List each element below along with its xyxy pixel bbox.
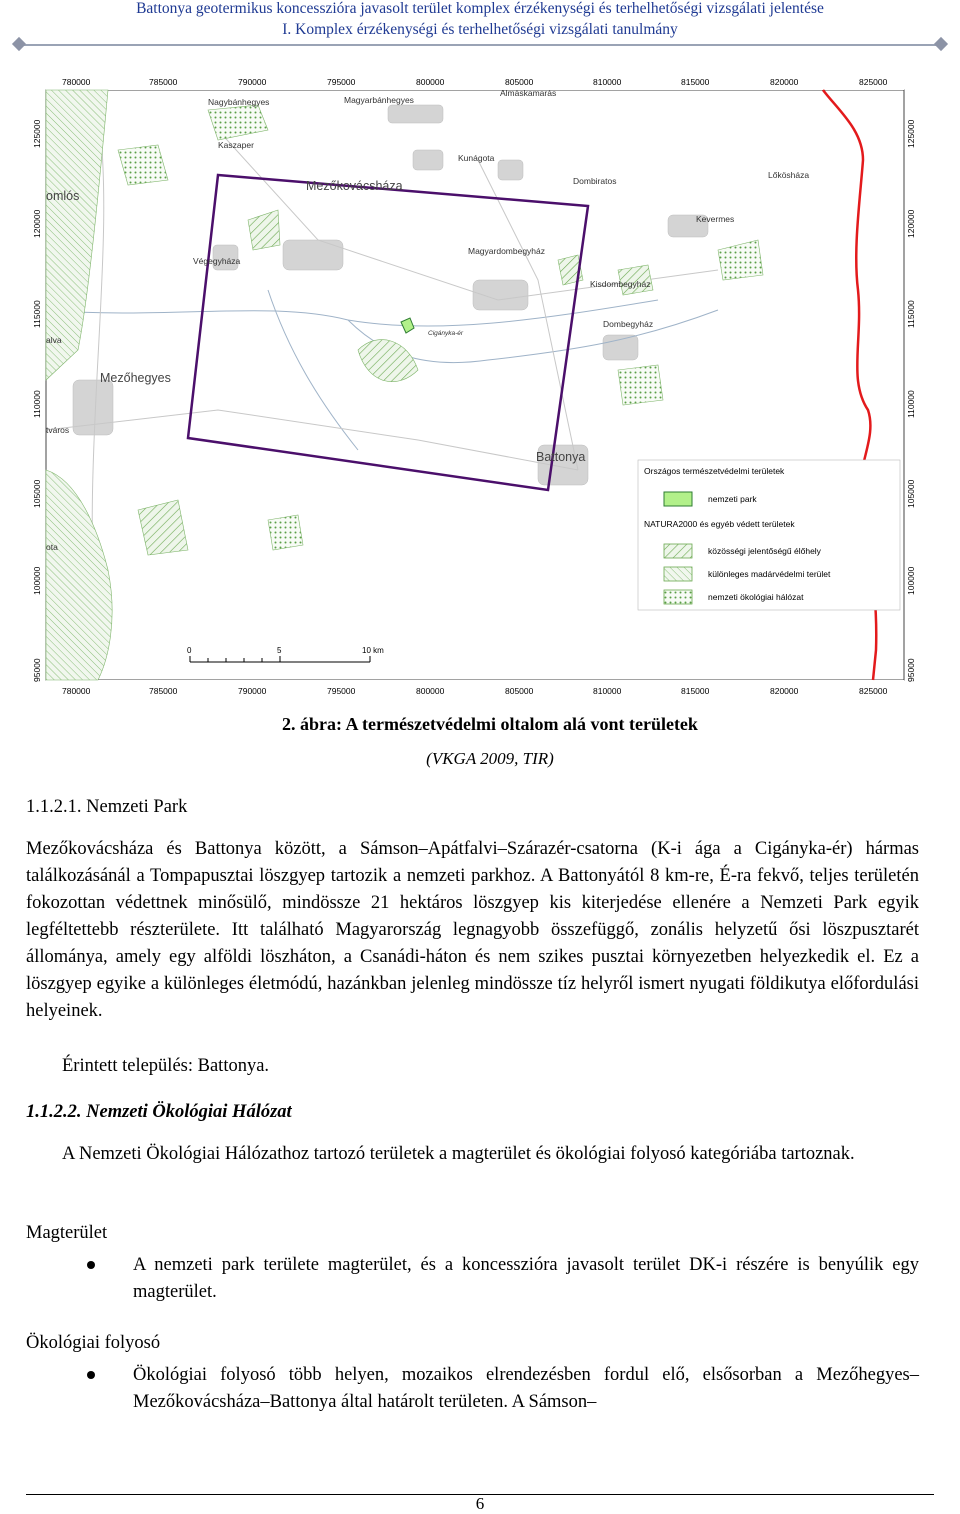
x-tick-top: 800000 xyxy=(416,77,445,87)
y-tick-right: 120000 xyxy=(906,209,916,238)
bullet-dot-icon xyxy=(87,1371,95,1379)
y-tick-right: 105000 xyxy=(906,479,916,508)
legend-title: Országos természetvédelmi területek xyxy=(644,466,785,476)
y-tick-left: 100000 xyxy=(32,566,42,595)
place-label-major: Mezőhegyes xyxy=(100,371,171,385)
x-tick-top: 790000 xyxy=(238,77,267,87)
legend-item: különleges madárvédelmi terület xyxy=(708,569,831,579)
x-tick-bottom: 790000 xyxy=(238,686,267,696)
protected-areas-map xyxy=(18,50,928,700)
water-label: Cigányka-ér xyxy=(428,330,464,337)
map-legend-box xyxy=(638,460,900,610)
x-tick-top: 815000 xyxy=(681,77,710,87)
figure-caption: 2. ábra: A természetvédelmi oltalom alá vont területek xyxy=(282,714,698,734)
place-label: Nagybánhegyes xyxy=(208,97,270,107)
y-tick-right: 115000 xyxy=(906,300,916,328)
core-area-bullet-text: A nemzeti park területe magterület, és a koncesszióra javasolt terület DK-i részére is benyúlik egy magterület. xyxy=(133,1255,919,1302)
legend-title: NATURA2000 és egyéb védett területek xyxy=(644,519,795,529)
y-tick-right: 110000 xyxy=(906,390,916,418)
section-heading-national-park: 1.1.2.1. Nemzeti Park xyxy=(26,797,188,817)
legend-swatch-noh xyxy=(664,590,692,604)
y-tick-right: 95000 xyxy=(906,658,916,682)
place-label-major: omlós xyxy=(46,189,80,203)
place-label: Dombegyház xyxy=(603,319,654,329)
document-header-subtitle: I. Komplex érzékenységi és terhelhetőségi vizsgálati tanulmány xyxy=(282,21,678,38)
x-tick-bottom: 810000 xyxy=(593,686,622,696)
ecological-corridor-bullet-text: Ökológiai folyosó több helyen, mozaikos elrendezésben fordul elő, elsősorban a Mezőhegyes–Mezőkovácsháza–Battonya által határolt területen. A Sámson– xyxy=(133,1365,919,1412)
place-label: Kunágota xyxy=(458,153,495,163)
legend-swatch-national-park xyxy=(664,492,692,506)
place-label-major: Mezőkovácsháza xyxy=(306,179,403,193)
x-tick-bottom: 820000 xyxy=(770,686,799,696)
document-header-title: Battonya geotermikus koncesszióra javasolt terület komplex érzékenységi és terhelhetőségi vizsgálati jelentése xyxy=(136,0,824,17)
ecological-corridor-label: Ökológiai folyosó xyxy=(26,1333,161,1353)
x-tick-top: 805000 xyxy=(505,77,534,87)
place-label: Magyardombegyház xyxy=(468,246,546,256)
core-area-label: Magterület xyxy=(26,1223,108,1243)
scale-label: 5 xyxy=(277,646,282,655)
bullet-dot-icon xyxy=(87,1261,95,1269)
header-rule-right-diamond xyxy=(934,37,948,51)
place-label: Dombiratos xyxy=(573,176,617,186)
page-number: 6 xyxy=(475,1494,485,1513)
x-tick-top: 810000 xyxy=(593,77,622,87)
place-label: ota xyxy=(46,542,58,552)
y-tick-left: 120000 xyxy=(32,209,42,238)
x-tick-bottom: 800000 xyxy=(416,686,445,696)
scale-label: 0 xyxy=(187,646,192,655)
x-tick-bottom: 795000 xyxy=(327,686,356,696)
place-label: tváros xyxy=(46,425,70,435)
scale-label: 10 km xyxy=(362,646,384,655)
legend-item: nemzeti ökológiai hálózat xyxy=(708,592,804,602)
y-tick-left: 115000 xyxy=(32,300,42,328)
y-tick-left: 110000 xyxy=(32,390,42,418)
place-label-major: Battonya xyxy=(536,450,586,464)
header-rule-left-diamond xyxy=(12,37,26,51)
x-tick-bottom: 815000 xyxy=(681,686,710,696)
affected-settlement: Érintett település: Battonya. xyxy=(62,1056,270,1076)
y-tick-left: 125000 xyxy=(32,119,42,148)
y-tick-right: 125000 xyxy=(906,119,916,148)
legend-item: nemzeti park xyxy=(708,494,757,504)
x-tick-top: 780000 xyxy=(62,77,91,87)
x-tick-bottom: 825000 xyxy=(859,686,888,696)
place-label: Lőkösháza xyxy=(768,170,810,180)
legend-swatch-kmt xyxy=(664,567,692,581)
x-tick-top: 825000 xyxy=(859,77,888,87)
place-label: alva xyxy=(46,335,62,345)
place-label: Kevermes xyxy=(696,214,735,224)
y-tick-left: 105000 xyxy=(32,479,42,508)
legend-item: közösségi jelentőségű élőhely xyxy=(708,546,821,556)
x-tick-bottom: 780000 xyxy=(62,686,91,696)
ecological-network-paragraph: A Nemzeti Ökológiai Hálózathoz tartozó területek a magterület és ökológiai folyosó kategóriába tartoznak. xyxy=(62,1144,855,1164)
legend-swatch-kje xyxy=(664,544,692,558)
place-label: Kaszaper xyxy=(218,140,254,150)
x-tick-top: 785000 xyxy=(149,77,178,87)
place-label: Végegyháza xyxy=(193,256,241,266)
national-park-paragraph: Mezőkovácsháza és Battonya között, a Sámson–Apátfalvi–Szárazér-csatorna (K-i ága a Cigányka-ér) hármas találkozásánál a Tompapusztai löszgyep tartozik a nemzeti parkhoz. A Battonyától 8 km-re, É-ra fekvő, teljes területén fokozottan védettnek minősülő, mindössze 21 hektáros löszgyep kis kiterjedése ellenére a Nemzeti Park egyik legféltettebb részterülete. Itt található Magyarország legnagyobb összefüggő, zonális helyzetű ősi löszpusztarét állománya, amely egy alföldi löszháton, a Csanádi-háton és nem szikes pusztai környezetben helyezkedik el. Ez a löszgyep egyike a különleges életmódú, hazánkban jelenleg mindössze tíz helyről ismert nyugati földikutya előfordulási helyeinek. xyxy=(26,839,919,1021)
figure-source: (VKGA 2009, TIR) xyxy=(426,749,554,768)
place-label: Kisdombegyház xyxy=(590,279,651,289)
x-tick-top: 795000 xyxy=(327,77,356,87)
place-label: Magyarbánhegyes xyxy=(344,95,414,105)
x-tick-bottom: 785000 xyxy=(149,686,178,696)
x-tick-top: 820000 xyxy=(770,77,799,87)
place-label: Almáskamarás xyxy=(500,88,557,98)
section-heading-ecological-network: 1.1.2.2. Nemzeti Ökológiai Hálózat xyxy=(26,1102,292,1122)
header-rule xyxy=(18,44,942,46)
x-tick-bottom: 805000 xyxy=(505,686,534,696)
y-tick-right: 100000 xyxy=(906,566,916,595)
y-tick-left: 95000 xyxy=(32,658,42,682)
